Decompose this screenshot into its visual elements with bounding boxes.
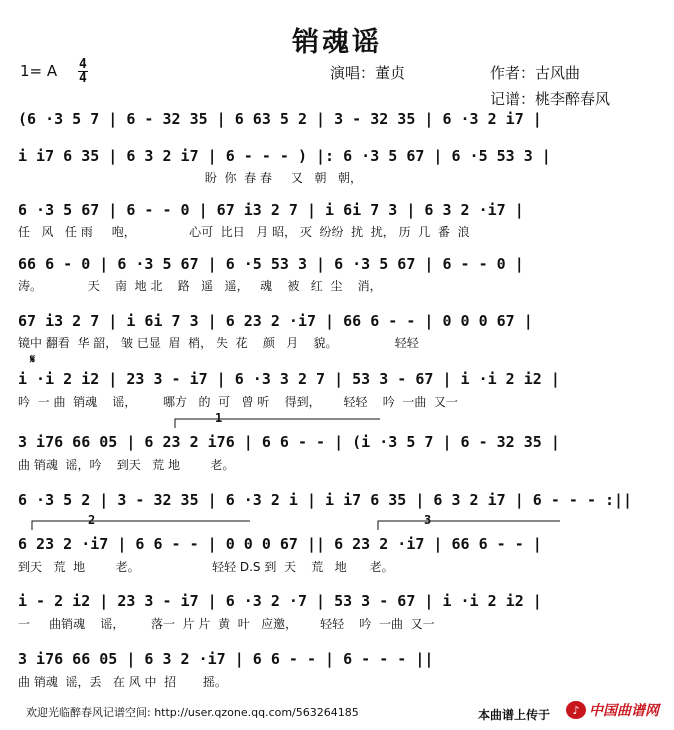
lyric-line-9: 到天 荒 地 老。 轻轻 D.S 到 天 荒 地 老。	[18, 560, 394, 574]
author-credit: 作者：古风曲	[490, 64, 581, 82]
volta-1-bracket	[175, 419, 380, 428]
score-line-3: 6 ·3 5 67 | 6 - - 0 | 67 i3 2 7 | i 6i 7 3 | 6 3 2 ·i7 |	[18, 201, 524, 219]
upload-text: 本曲谱上传于	[478, 708, 551, 722]
volta-2-label: 2	[88, 513, 96, 527]
score-line-11: 3 i76 66 05 | 6 3 2 ·i7 | 6 6 - - | 6 - - - ||	[18, 650, 434, 668]
score-line-7: 3 i76 66 05 | 6 23 2 i76 | 6 6 - - | (i ·3 5 7 | 6 - 32 35 |	[18, 433, 560, 451]
score-line-4: 66 6 - 0 | 6 ·3 5 67 | 6 ·5 53 3 | 6 ·3 5 67 | 6 - - 0 |	[18, 255, 524, 273]
lyric-line-11: 曲 销魂 谣，丢 在 风 中 招 摇。	[18, 675, 227, 689]
volta-3-bracket	[378, 521, 560, 530]
score-line-10: i - 2 i2 | 23 3 - i7 | 6 ·3 2 ·7 | 53 3 - 67 | i ·i 2 i2 |	[18, 592, 542, 610]
singer-credit: 演唱：董贞	[330, 64, 406, 82]
volta-2-bracket	[32, 521, 250, 530]
score-line-6: i ·i 2 i2 | 23 3 - i7 | 6 ·3 3 2 7 | 53 3 - 67 | i ·i 2 i2 |	[18, 370, 560, 388]
notation-credit: 记谱：桃李醉春风	[490, 90, 611, 108]
time-signature-top: 4	[79, 57, 87, 72]
time-signature	[78, 58, 88, 85]
score-line-5: 67 i3 2 7 | i 6i 7 3 | 6 23 2 ·i7 | 66 6 - - | 0 0 0 67 |	[18, 312, 533, 330]
key-signature: 1= A	[20, 62, 58, 80]
score-line-8: 6 ·3 5 2 | 3 - 32 35 | 6 ·3 2 i | i i7 6 35 | 6 3 2 i7 | 6 - - - :||	[18, 491, 633, 509]
score-line-1: (6 ·3 5 7 | 6 - 32 35 | 6 63 5 2 | 3 - 32 35 | 6 ·3 2 i7 |	[18, 110, 542, 128]
footer-text: 欢迎光临醉春风记谱空间: http://user.qzone.qq.com/563264185	[26, 706, 359, 719]
lyric-line-7: 曲 销魂 谣，吟 到天 荒 地 老。	[18, 458, 235, 472]
volta-1-label: 1	[215, 411, 223, 425]
song-title: 销魂谣	[292, 27, 382, 58]
lyric-line-3: 任 风 任 雨 咆， 心可 比日 月 昭， 灭 纷纷 扰 扰， 历 几 番 浪	[18, 225, 470, 239]
lyric-line-10: 一 曲销魂 谣， 落一 片 片 黄 叶 应邀， 轻轻 吟 一曲 又一	[18, 617, 435, 631]
logo-text: 中国曲谱网	[589, 703, 659, 719]
lyric-line-5: 镜中 翻看 华 韶， 皱 已显 眉 梢， 失 花 颜 月 貌。 轻轻	[18, 336, 419, 350]
lyric-line-6: 吟 一 曲 销魂 谣， 哪方 的 可 曾 听 得到， 轻轻 吟 一曲 又一	[18, 395, 459, 409]
lyric-line-4: 涛。 天 南 地 北 路 遥 遥， 魂 被 红 尘 消，	[18, 279, 382, 293]
score-line-9: 6 23 2 ·i7 | 6 6 - - | 0 0 0 67 || 6 23 2 ·i7 | 66 6 - - |	[18, 535, 542, 553]
score-line-2: i i7 6 35 | 6 3 2 i7 | 6 - - - ) |: 6 ·3 5 67 | 6 ·5 53 3 |	[18, 147, 551, 165]
logo-icon: ♪	[566, 701, 586, 719]
time-signature-bottom: 4	[79, 71, 87, 86]
segno-mark: 𝄋	[30, 352, 36, 366]
site-logo[interactable]	[566, 700, 659, 720]
volta-3-label: 3	[424, 513, 432, 527]
lyric-line-2: 盼 你 春 春 又 朝 朝，	[18, 171, 362, 185]
